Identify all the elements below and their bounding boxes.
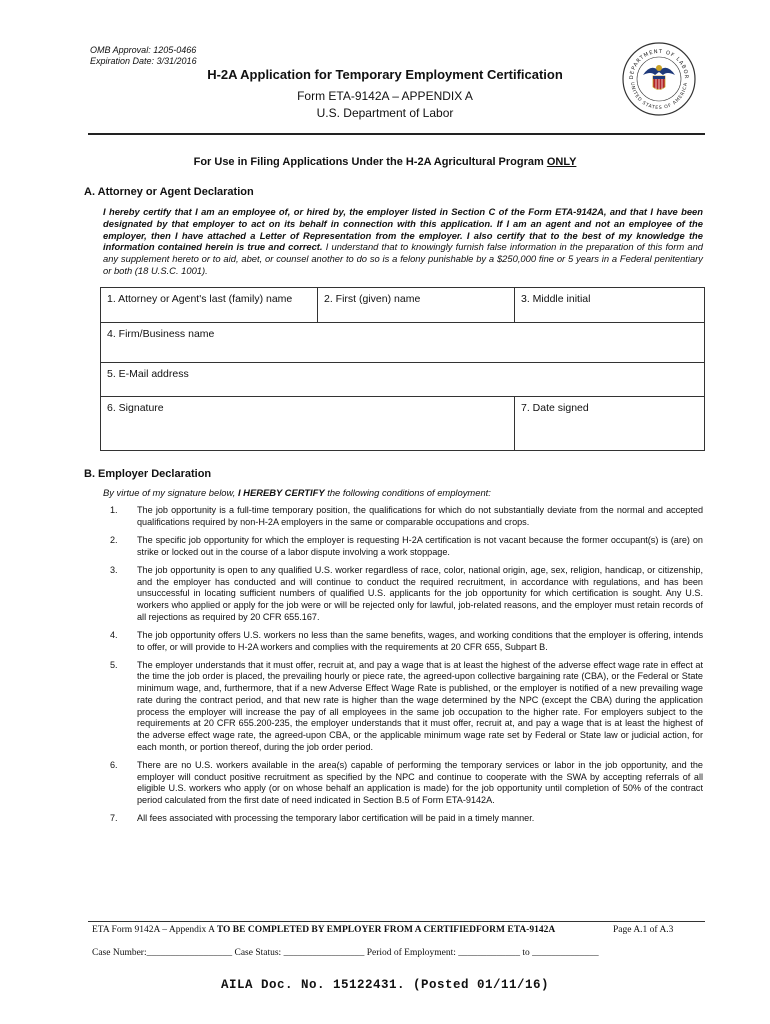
list-item [110,760,703,807]
list-item [110,813,703,825]
footer-form-ref [92,925,555,935]
omb-approval: OMB Approval: 1205-0466 [90,45,197,55]
declaration-rest: I understand that to knowingly furnish false information in the preparation of this form and any supplement hereto or to aid, abet, or counsel another to do so is a felony punishable by a $250,000 fine or 5 years in a Federal penitentiary or both (18 U.S.C. 1001). [103,241,704,276]
footer-divider [88,921,705,922]
program-notice-text: For Use in Filing Applications Under the H-2A Agricultural Program [193,156,547,168]
dol-seal-logo [621,41,697,117]
item-text: The job opportunity is a full-time temporary position, the qualifications for which do not substantially deviate from the normal and accepted qualifications required by non-H-2A employers in the same or comparable occupations and crops. [137,505,703,527]
middle-initial-label: 3. Middle initial [521,293,591,305]
list-item [110,535,703,558]
item-number: 3. [110,564,118,575]
attorney-form-table [100,287,705,451]
program-notice [0,156,770,168]
last-name-field[interactable] [101,288,318,323]
first-name-field[interactable] [318,288,515,323]
list-item [110,565,703,624]
list-item [110,630,703,653]
footer-instruction: TO BE COMPLETED BY EMPLOYER FROM A CERTIFIEDFORM ETA-9142A [216,925,556,935]
seal-bottom-text: UNITED STATES OF AMERICA [628,81,690,112]
email-label: 5. E-Mail address [107,368,189,380]
date-signed-label: 7. Date signed [521,402,589,414]
firm-name-field[interactable] [101,323,705,363]
last-name-label: 1. Attorney or Agent's last (family) name [107,293,293,305]
attorney-declaration [103,206,703,277]
department-name: U.S. Department of Labor [316,106,454,120]
middle-initial-field[interactable] [515,288,705,323]
signature-label: 6. Signature [107,402,164,414]
item-number: 7. [110,813,118,824]
conditions-list [110,505,703,831]
item-text: The employer understands that it must offer, recruit at, and pay a wage that is at least the highest of the adverse effect wage rate in effect at the time the job order is placed, the prevailing hourly or piece rate, the agreed-upon collective bargaining rate (CBA), or the Federal or State minimum wage, and, furthermore, that if a new Adverse Effect Wage Rate is published, or the employer is notified of a new prevailing wage rate during the contract period, and that new rate is higher than the wage determined by the NPC (except the CBA) during the application process the employer will increase the pay of all employees in the same job occupation to the higher rate. For employers subject to the requirements at 20 CFR 655.200-235, the employer understands that it must offer, recruit at, and pay a wage that is at least the highest of the adverse effect wage rate, the agreed-upon CBA, or the applicable minimum wage rate set by Federal or State law or judicial action, for each month, or portion thereof, during the job order period. [137,659,703,752]
section-b-heading: B. Employer Declaration [84,468,212,480]
firm-name-label: 4. Firm/Business name [107,328,215,340]
case-info-line: Case Number:__________________ Case Status: _________________ Period of Employment: _____________ to ______________ [92,948,599,958]
item-text: All fees associated with processing the temporary labor certification will be paid in a timely manner. [137,813,535,824]
footer-form-name: ETA Form 9142A – Appendix A [92,925,217,935]
item-number: 1. [110,505,118,515]
form-title: H-2A Application for Temporary Employment Certification [207,67,563,82]
declaration-bold: I hereby certify that I am an employee of, or hired by, the employer listed in Section C of the Form ETA-9142A, and that I have been designated by that employer to act on its behalf in connection with this application. If I am an agent and not an employee of the employer, then I have attached a Letter of Representation from the employer. I also certify that to the best of my knowledge the information contained herein is true and correct. [103,206,703,253]
intro-pre: By virtue of my signature below, [103,487,238,498]
item-number: 2. [110,534,118,545]
aila-doc-stamp: AILA Doc. No. 15122431. (Posted 01/11/16) [220,978,550,992]
omb-block [90,45,197,67]
item-text: The specific job opportunity for which the employer is requesting H-2A certification is not vacant because the former occupant(s) is (are) on strike or locked out in the course of a labor dispute involving a work stoppage. [137,534,703,557]
program-notice-only: ONLY [546,156,577,168]
section-a-heading: A. Attorney or Agent Declaration [84,186,254,198]
date-signed-field[interactable] [515,397,705,451]
intro-post: the following conditions of employment: [324,487,491,498]
email-field[interactable] [101,363,705,397]
item-text: The job opportunity offers U.S. workers no less than the same benefits, wages, and working conditions that the employer is offering, intends to offer, or will provide to H-2A workers and complies with the requirements at 20 CFR 655, Subpart B. [137,629,703,652]
employer-intro [103,487,491,498]
page-number: Page A.1 of A.3 [613,925,674,935]
seal-top-text: DEPARTMENT OF LABOR [628,48,690,80]
list-item [110,505,703,528]
item-number: 4. [110,629,118,640]
expiration-date: Expiration Date: 3/31/2016 [90,56,197,66]
intro-bold: I HEREBY CERTIFY [237,487,325,498]
header-divider [88,133,705,135]
item-text: There are no U.S. workers available in the area(s) capable of performing the temporary services or labor in the job opportunity, and the employer will conduct positive recruitment as specified by the NPC and continue to cooperate with the SWA by accepting referrals of all eligible U.S. workers who apply (or on whose behalf an application is made) for the job opportunity until completion of 50% of the contract period calculated from the first date of need indicated in Section B.5 of Form ETA-9142A. [137,759,703,805]
first-name-label: 2. First (given) name [324,293,421,305]
item-text: The job opportunity is open to any qualified U.S. worker regardless of race, color, national origin, age, sex, religion, handicap, or citizenship, and the employer has conducted and will continue to conduct the required recruitment, in accordance with regulations, and has been unsuccessful in locating sufficient numbers of qualified U.S. applicants for the job opportunity for which certification is sought. Any U.S. workers who applied or apply for the job were or will be rejected only for lawful, job-related reasons, and the employer must retain records of all rejections as required by 20 CFR 655.167. [137,564,703,622]
item-number: 5. [110,659,118,670]
form-id: Form ETA-9142A – APPENDIX A [297,89,473,103]
list-item [110,660,703,754]
item-number: 6. [110,759,118,770]
signature-field[interactable] [101,397,515,451]
